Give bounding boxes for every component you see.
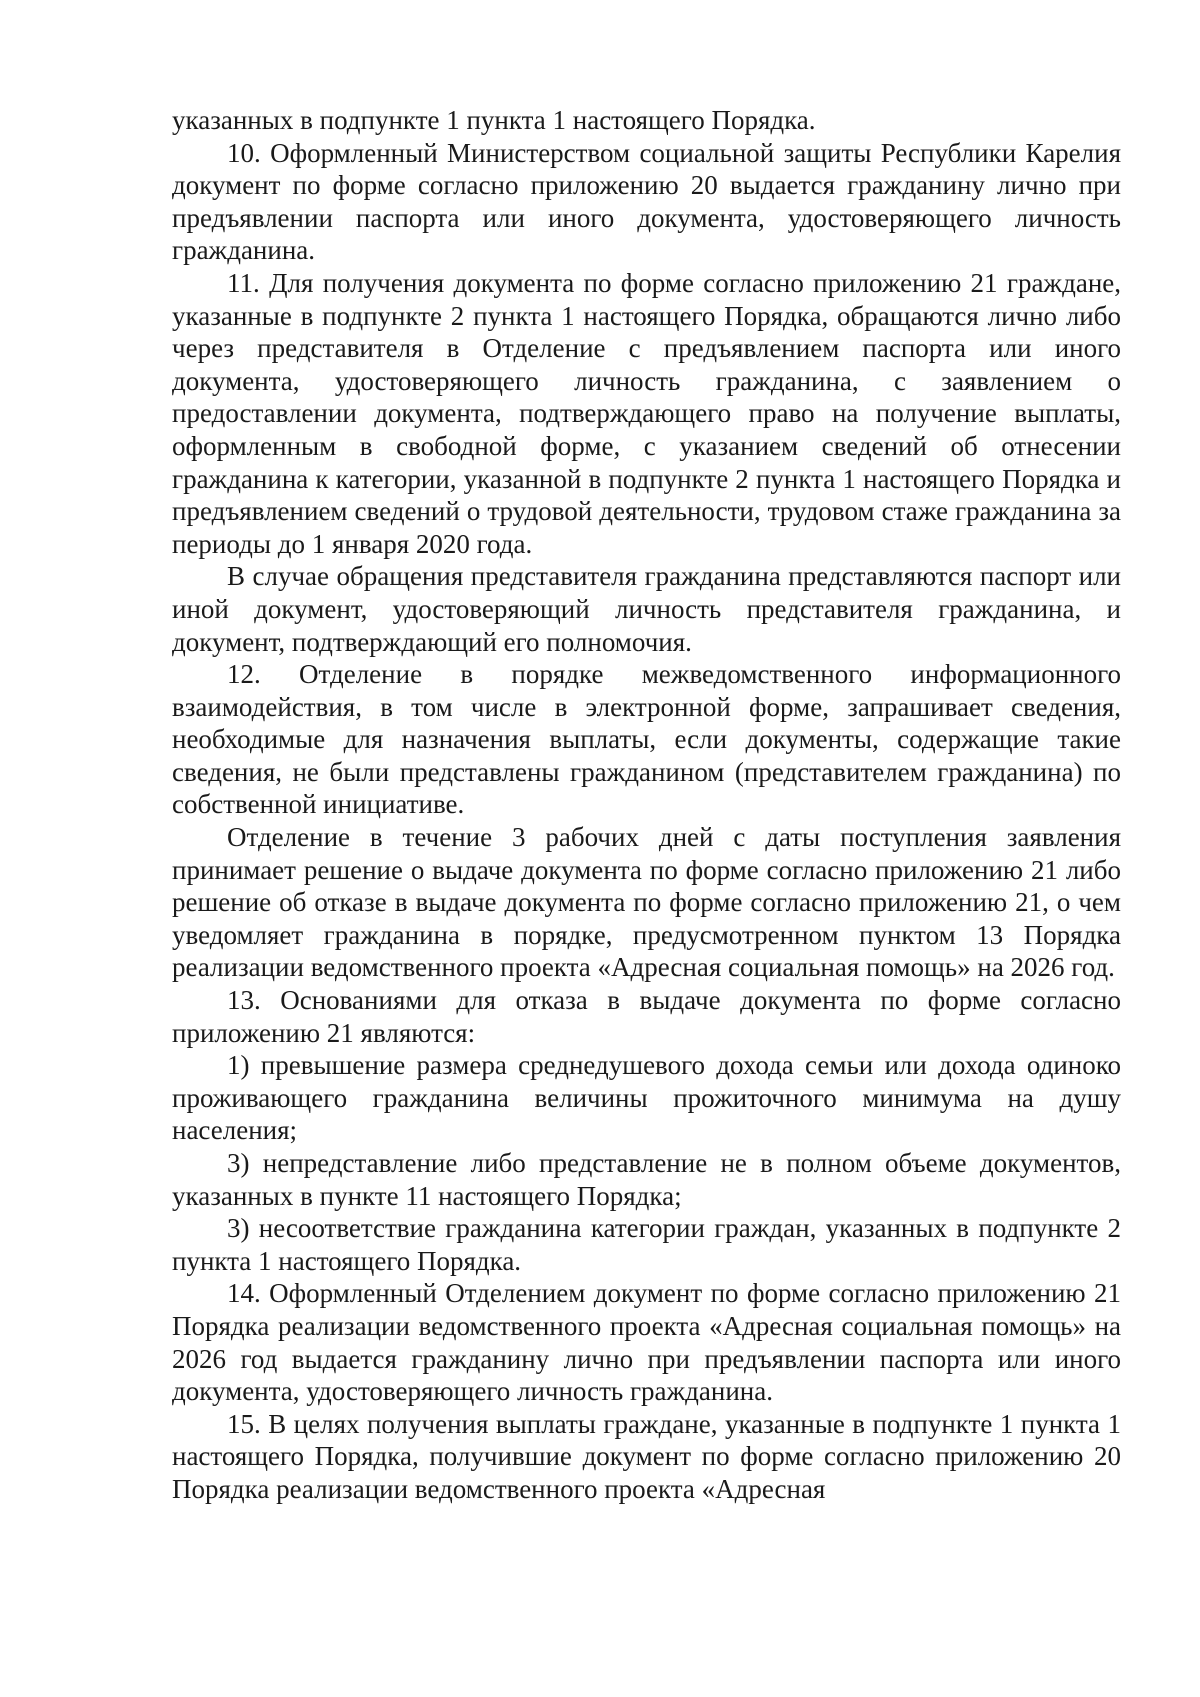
document-page	[172, 104, 1121, 1506]
paragraph-continuation: указанных в подпункте 1 пункта 1 настоящего Порядка.	[172, 105, 816, 135]
paragraph-item-10: 10. Оформленный Министерством социальной защиты Республики Карелия документ по форме согласно приложению 20 выдается гражданину лично при предъявлении паспорта или иного документа, удостоверяющего личность гражданина.	[172, 137, 1121, 266]
paragraph-representative: В случае обращения представителя гражданина представляются паспорт или иной документ, удостоверяющий личность представителя гражданина, и документ, подтверждающий его полномочия.	[172, 561, 1121, 657]
paragraph-decision: Отделение в течение 3 рабочих дней с даты поступления заявления принимает решение о выдаче документа по форме согласно приложению 21 либо решение об отказе в выдаче документа по форме согласно приложению 21, о чем уведомляет гражданина в порядке, предусмотренном пунктом 13 Порядка реализации ведомственного проекта «Адресная социальная помощь» на 2026 год.	[172, 822, 1121, 983]
paragraph-item-14: 14. Оформленный Отделением документ по форме согласно приложению 21 Порядка реализации ведомственного проекта «Адресная социальная помощь» на 2026 год выдается гражданину лично при предъявлении паспорта или иного документа, удостоверяющего личность гражданина.	[172, 1278, 1121, 1407]
paragraph-item-11: 11. Для получения документа по форме согласно приложению 21 граждане, указанные в подпункте 2 пункта 1 настоящего Порядка, обращаются лично либо через представителя в Отделение с предъявлением паспорта или иного документа, удостоверяющего личность гражданина, с заявлением о предоставлении документа, подтверждающего право на получение выплаты, оформленным в свободной форме, с указанием сведений об отнесении гражданина к категории, указанной в подпункте 2 пункта 1 настоящего Порядка и предъявлением сведений о трудовой деятельности, трудовом стаже гражданина за периоды до 1 января 2020 года.	[172, 267, 1121, 559]
paragraph-item-13-sub-1: 1) превышение размера среднедушевого дохода семьи или дохода одиноко проживающего гражданина величины прожиточного минимума на душу населения;	[172, 1050, 1121, 1146]
paragraph-item-13-sub-2: 3) непредставление либо представление не в полном объеме документов, указанных в пункте 11 настоящего Порядка;	[172, 1148, 1121, 1211]
paragraph-item-13-sub-3: 3) несоответствие гражданина категории граждан, указанных в подпункте 2 пункта 1 настоящего Порядка.	[172, 1213, 1121, 1276]
paragraph-item-15: 15. В целях получения выплаты граждане, указанные в подпункте 1 пункта 1 настоящего Порядка, получившие документ по форме согласно приложению 20 Порядка реализации ведомственного проекта «Адресная	[172, 1408, 1121, 1504]
paragraph-item-12: 12. Отделение в порядке межведомственного информационного взаимодействия, в том числе в электронной форме, запрашивает сведения, необходимые для назначения выплаты, если документы, содержащие такие сведения, не были представлены гражданином (представителем гражданина) по собственной инициативе.	[172, 659, 1121, 820]
paragraph-item-13: 13. Основаниями для отказа в выдаче документа по форме согласно приложению 21 являются:	[172, 985, 1121, 1048]
